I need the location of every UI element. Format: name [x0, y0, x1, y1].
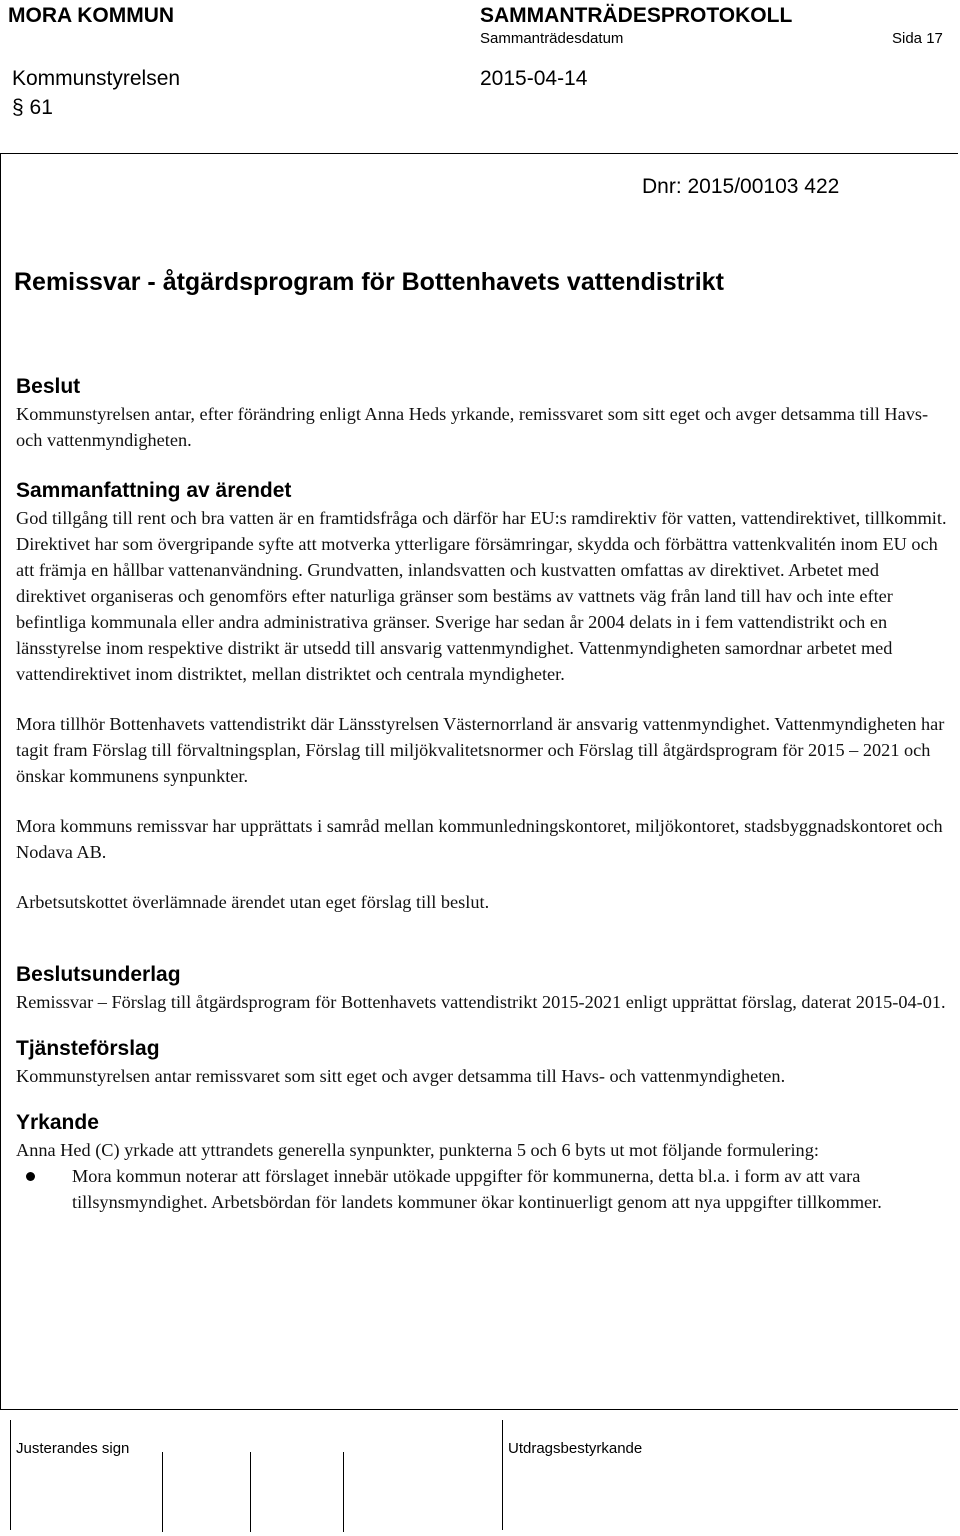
signature-box-line: [10, 1420, 11, 1530]
signature-label: Justerandes sign: [16, 1440, 130, 1457]
yrkande-text: Anna Hed (C) yrkade att yttrandets generella synpunkter, punkterna 5 och 6 byts ut mot följande formulering:: [16, 1140, 819, 1160]
section-heading-beslutsunderlag: Beslutsunderlag: [16, 963, 181, 986]
header-divider: [0, 153, 958, 154]
org-name: MORA KOMMUN: [8, 4, 175, 27]
list-item: [16, 1163, 951, 1215]
page-number: Sida 17: [892, 30, 943, 47]
sammanfattning-paragraph-4: Arbetsutskottet överlämnade ärendet utan eget förslag till beslut.: [16, 892, 490, 912]
paragraph-number: § 61: [12, 96, 53, 119]
section-heading-beslut: Beslut: [16, 375, 81, 398]
section-heading-sammanfattning: Sammanfattning av ärendet: [16, 479, 292, 502]
signature-box-line: [250, 1452, 251, 1532]
sammanfattning-paragraph-2: Mora tillhör Bottenhavets vattendistrikt där Länsstyrelsen Västernorrland är ansvarig vattenmyndighet. Vattenmyndigheten har tagit fram Förslag till förvaltningsplan, Förslag till miljökvalitetsnormer och Förslag till åtgärdsprogram för 2015 – 2021 och önskar kommunens synpunkter.: [16, 714, 945, 786]
document-body: [16, 373, 951, 1215]
signature-box-line: [502, 1420, 503, 1530]
document-type: SAMMANTRÄDESPROTOKOLL: [480, 4, 793, 27]
signature-box-line: [162, 1452, 163, 1532]
body-name: Kommunstyrelsen: [12, 67, 181, 90]
footer-divider: [0, 1409, 958, 1410]
meeting-date: 2015-04-14: [480, 67, 588, 90]
yrkande-bullet-1: Mora kommun noterar att förslaget innebär utökade uppgifter för kommunerna, detta bl.a. i form av att vara tillsynsmyndighet. Arbetsbördan för landets kommuner ökar kontinuerligt genom att nya uppgifter tillkommer.: [72, 1166, 882, 1212]
tjansteforslag-text: Kommunstyrelsen antar remissvaret som sitt eget och avger detsamma till Havs- och vattenmyndigheten.: [16, 1066, 786, 1086]
beslut-text: Kommunstyrelsen antar, efter förändring enligt Anna Heds yrkande, remissvaret som sitt eget och avger detsamma till Havs- och vattenmyndigheten.: [16, 404, 929, 450]
left-margin-rule: [0, 153, 1, 1409]
signature-box-line: [343, 1452, 344, 1532]
sammanfattning-paragraph-3: Mora kommuns remissvar har upprättats i samråd mellan kommunledningskontoret, miljökontoret, stadsbyggnadskontoret och Nodava AB.: [16, 816, 943, 862]
beslutsunderlag-text: Remissvar – Förslag till åtgärdsprogram för Bottenhavets vattendistrikt 2015-2021 enligt upprättat förslag, daterat 2015-04-01.: [16, 992, 946, 1012]
sammanfattning-paragraph-1: God tillgång till rent och bra vatten är en framtidsfråga och därför har EU:s ramdirektiv för vatten, vattendirektivet, tillkommit. Direktivet har som övergripande syfte att motverka ytterligare försämringar, skydda och förbättra vattenkvalitén inom EU och att främja en hållbar vattenanvändning. Grundvatten, inlandsvatten och kustvatten omfattas av direktivet. Arbetet med direktivet organiseras och genomförs efter naturliga gränser som bestäms av vattnets väg från land till hav och inte efter befintliga kommunala eller andra administrativa gränser. Sverige har sedan år 2004 delats in i fem vattendistrikt och en länsstyrelse inom respektive distrikt är utsedd till ansvarig vattenmyndighet. Vattenmyndigheten samordnar arbetet med vattendirektivet inom distriktet, mellan distriktet och centrala myndigheter.: [16, 508, 947, 684]
page-title: Remissvar - åtgärdsprogram för Bottenhavets vattendistrikt: [14, 268, 724, 296]
section-heading-yrkande: Yrkande: [16, 1111, 99, 1134]
certification-label: Utdragsbestyrkande: [508, 1440, 643, 1457]
bullet-icon: [26, 1172, 35, 1181]
section-heading-tjansteforslag: Tjänsteförslag: [16, 1037, 160, 1060]
case-number: Dnr: 2015/00103 422: [642, 175, 840, 198]
meeting-date-label: Sammanträdesdatum: [480, 30, 624, 47]
